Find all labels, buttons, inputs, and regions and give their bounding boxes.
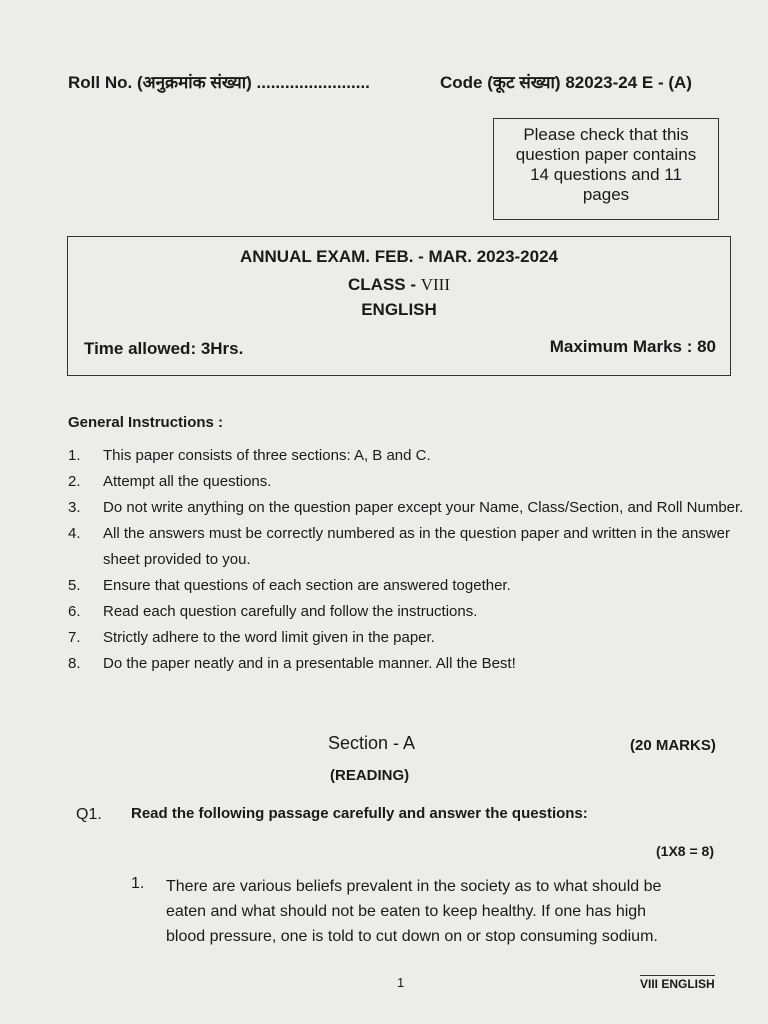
passage-paragraph bbox=[166, 874, 731, 949]
exam-subject: ENGLISH bbox=[361, 300, 437, 319]
exam-details-box bbox=[67, 236, 731, 376]
code-label: Code (कूट संख्या) bbox=[440, 73, 561, 92]
section-title: Section - A bbox=[328, 733, 416, 753]
instruction-text: All the answers must be correctly numbered as in the question paper and written in the answer sheet provided to you. bbox=[103, 525, 730, 568]
notice-line: Please check that this bbox=[523, 125, 689, 144]
instruction-text: Read each question carefully and follow the instructions. bbox=[103, 603, 478, 620]
question-marks: (1X8 = 8) bbox=[656, 843, 714, 859]
class-value: VIII bbox=[420, 275, 450, 294]
notice-line: pages bbox=[582, 185, 630, 204]
passage-line: blood pressure, one is told to cut down on or stop consuming sodium. bbox=[166, 928, 658, 945]
question-number: Q1. bbox=[76, 806, 102, 823]
instruction-item bbox=[68, 599, 748, 625]
page-count-notice-box bbox=[493, 118, 719, 220]
paragraph-number: 1. bbox=[131, 875, 145, 892]
instruction-number: 2. bbox=[68, 473, 81, 490]
instruction-item bbox=[68, 495, 748, 521]
instruction-item bbox=[68, 625, 748, 651]
instruction-number: 6. bbox=[68, 603, 81, 620]
section-marks: (20 MARKS) bbox=[630, 737, 716, 754]
instruction-item bbox=[68, 573, 748, 599]
instruction-text: Strictly adhere to the word limit given in the paper. bbox=[103, 629, 435, 646]
notice-line: 14 questions and 11 bbox=[530, 165, 682, 184]
instruction-number: 1. bbox=[68, 447, 81, 464]
section-subtitle: (READING) bbox=[330, 767, 410, 784]
class-label: CLASS - bbox=[348, 275, 416, 294]
passage-line: There are various beliefs prevalent in the society as to what should be bbox=[166, 878, 662, 895]
question-text: Read the following passage carefully and answer the questions: bbox=[131, 805, 588, 822]
footer-label: VIII ENGLISH bbox=[640, 977, 715, 991]
instruction-item bbox=[68, 651, 748, 677]
code-value: 82023-24 E - (A) bbox=[565, 73, 692, 92]
instruction-text: This paper consists of three sections: A, B and C. bbox=[103, 447, 431, 464]
instruction-number: 8. bbox=[68, 655, 81, 672]
instruction-text: Ensure that questions of each section are answered together. bbox=[103, 577, 511, 594]
instruction-number: 3. bbox=[68, 499, 81, 516]
paper-code bbox=[440, 70, 692, 93]
notice-line: question paper contains bbox=[515, 145, 697, 164]
instruction-text: Attempt all the questions. bbox=[103, 473, 272, 490]
exam-title: ANNUAL EXAM. FEB. - MAR. 2023-2024 bbox=[239, 247, 559, 266]
passage-line: eaten and what should not be eaten to keep healthy. If one has high bbox=[166, 903, 647, 920]
instruction-item bbox=[68, 521, 748, 573]
exam-class bbox=[68, 275, 730, 295]
instruction-item bbox=[68, 469, 748, 495]
instruction-text: Do the paper neatly and in a presentable manner. All the Best! bbox=[103, 655, 516, 672]
roll-number-label: Roll No. (अनुक्रमांक संख्या) bbox=[68, 73, 252, 92]
instruction-text: Do not write anything on the question paper except your Name, Class/Section, and Roll Number. bbox=[103, 499, 744, 516]
instruction-number: 4. bbox=[68, 525, 81, 542]
instruction-number: 7. bbox=[68, 629, 81, 646]
time-allowed: Time allowed: 3Hrs. bbox=[84, 339, 244, 358]
roll-number-field bbox=[68, 70, 370, 93]
instruction-number: 5. bbox=[68, 577, 81, 594]
page-number: 1 bbox=[397, 975, 405, 990]
roll-number-blank: ........................ bbox=[256, 73, 370, 92]
maximum-marks: Maximum Marks : 80 bbox=[549, 337, 716, 356]
instruction-item bbox=[68, 443, 748, 469]
instructions-list bbox=[68, 443, 748, 677]
instructions-title: General Instructions : bbox=[68, 414, 224, 431]
